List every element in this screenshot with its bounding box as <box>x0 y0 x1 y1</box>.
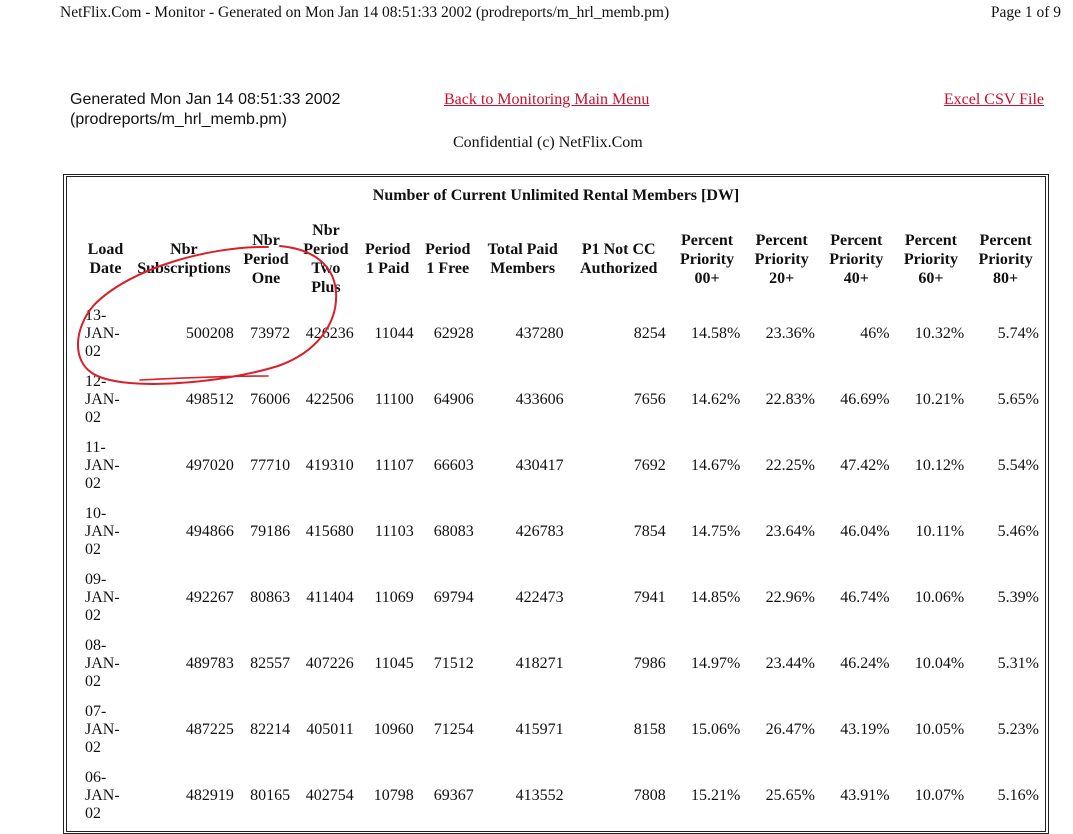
value-cell-pct-priority-80: 5.23% <box>997 721 1039 738</box>
back-to-main-menu-link[interactable]: Back to Monitoring Main Menu <box>444 91 650 108</box>
print-header <box>60 4 1061 26</box>
value-cell-p1-not-cc-authorized: 7656 <box>633 391 666 408</box>
generated-timestamp: Generated Mon Jan 14 08:51:33 2002 <box>70 91 341 108</box>
value-cell-total-paid-members: 426783 <box>515 523 564 540</box>
load-date-cell: 10-JAN-02 <box>85 505 120 558</box>
value-cell-pct-priority-60: 10.07% <box>914 787 965 804</box>
load-date-cell: 11-JAN-02 <box>85 439 120 492</box>
value-cell-pct-priority-20: 26.47% <box>765 721 815 738</box>
value-cell-p1-not-cc-authorized: 7808 <box>633 787 666 804</box>
value-cell-period-1-paid: 11100 <box>374 391 414 408</box>
column-header-nbr-subscriptions: Nbr Subscriptions <box>137 241 231 277</box>
value-cell-nbr-period-two-plus: 422506 <box>305 391 354 408</box>
value-cell-pct-priority-20: 23.36% <box>765 325 815 342</box>
members-table-frame <box>63 174 1049 834</box>
excel-csv-link[interactable]: Excel CSV File <box>943 91 1044 108</box>
value-cell-period-1-paid: 11045 <box>374 655 414 672</box>
value-cell-total-paid-members: 437280 <box>515 325 564 342</box>
value-cell-nbr-subscriptions: 487225 <box>185 721 234 738</box>
column-header-nbr-period-one: Nbr Period One <box>243 231 289 287</box>
load-date-cell: 08-JAN-02 <box>85 637 120 690</box>
table-row <box>81 763 1043 829</box>
table-row <box>81 367 1043 433</box>
value-cell-period-1-paid: 11069 <box>374 589 414 606</box>
value-cell-period-1-free: 64906 <box>433 391 474 408</box>
value-cell-total-paid-members: 413552 <box>515 787 564 804</box>
value-cell-pct-priority-40: 43.91% <box>840 787 890 804</box>
value-cell-pct-priority-00: 14.97% <box>691 655 741 672</box>
table-row <box>81 433 1043 499</box>
value-cell-pct-priority-20: 23.44% <box>765 655 815 672</box>
members-table <box>81 217 1043 829</box>
value-cell-pct-priority-00: 14.85% <box>691 589 741 606</box>
value-cell-nbr-period-two-plus: 419310 <box>305 457 354 474</box>
load-date-cell: 06-JAN-02 <box>85 769 120 822</box>
value-cell-pct-priority-80: 5.54% <box>997 457 1039 474</box>
value-cell-total-paid-members: 415971 <box>515 721 564 738</box>
column-header-load-date: Load Date <box>87 241 124 277</box>
value-cell-pct-priority-20: 22.96% <box>765 589 815 606</box>
value-cell-period-1-free: 69367 <box>433 787 474 804</box>
value-cell-period-1-free: 69794 <box>433 589 474 606</box>
column-header-p1-not-cc-authorized: P1 Not CC Authorized <box>580 241 658 277</box>
value-cell-pct-priority-40: 43.19% <box>840 721 890 738</box>
value-cell-total-paid-members: 418271 <box>515 655 564 672</box>
value-cell-pct-priority-80: 5.65% <box>997 391 1039 408</box>
column-header-nbr-period-two-plus: Nbr Period Two Plus <box>303 222 349 296</box>
value-cell-pct-priority-00: 14.67% <box>691 457 741 474</box>
value-cell-period-1-paid: 10960 <box>373 721 414 738</box>
column-header-period-1-paid: Period 1 Paid <box>365 241 411 277</box>
value-cell-pct-priority-40: 46% <box>860 325 890 342</box>
value-cell-p1-not-cc-authorized: 7941 <box>633 589 666 606</box>
value-cell-total-paid-members: 422473 <box>515 589 564 606</box>
value-cell-period-1-paid: 11103 <box>374 523 414 540</box>
value-cell-nbr-subscriptions: 492267 <box>185 589 234 606</box>
value-cell-nbr-period-one: 82214 <box>250 721 291 738</box>
load-date-cell: 13-JAN-02 <box>85 307 120 360</box>
value-cell-pct-priority-20: 23.64% <box>765 523 815 540</box>
value-cell-nbr-subscriptions: 497020 <box>185 457 234 474</box>
value-cell-p1-not-cc-authorized: 8254 <box>633 325 666 342</box>
value-cell-p1-not-cc-authorized: 7692 <box>633 457 666 474</box>
value-cell-pct-priority-60: 10.11% <box>915 523 965 540</box>
value-cell-nbr-period-two-plus: 415680 <box>305 523 354 540</box>
value-cell-nbr-period-two-plus: 411404 <box>306 589 354 606</box>
value-cell-pct-priority-00: 14.62% <box>691 391 741 408</box>
value-cell-pct-priority-40: 46.24% <box>840 655 890 672</box>
value-cell-period-1-free: 71254 <box>433 721 474 738</box>
value-cell-pct-priority-40: 46.69% <box>840 391 890 408</box>
column-header-pct-priority-40: Percent Priority 40+ <box>829 231 884 287</box>
header-row <box>81 217 1043 301</box>
confidential-notice: Confidential (c) NetFlix.Com <box>453 134 643 151</box>
generated-script-path: (prodreports/m_hrl_memb.pm) <box>70 111 287 128</box>
column-header-pct-priority-60: Percent Priority 60+ <box>903 231 959 287</box>
value-cell-nbr-period-one: 82557 <box>250 655 291 672</box>
load-date-cell: 07-JAN-02 <box>85 703 120 756</box>
column-header-period-1-free: Period 1 Free <box>425 241 471 277</box>
value-cell-pct-priority-80: 5.74% <box>997 325 1039 342</box>
value-cell-p1-not-cc-authorized: 7986 <box>633 655 666 672</box>
value-cell-pct-priority-80: 5.31% <box>997 655 1039 672</box>
value-cell-pct-priority-00: 14.58% <box>691 325 741 342</box>
value-cell-pct-priority-80: 5.46% <box>997 523 1039 540</box>
value-cell-pct-priority-20: 22.25% <box>765 457 815 474</box>
page-number: Page 1 of 9 <box>990 4 1061 21</box>
value-cell-period-1-free: 68083 <box>433 523 474 540</box>
value-cell-period-1-paid: 10798 <box>373 787 414 804</box>
table-row <box>81 631 1043 697</box>
value-cell-pct-priority-00: 14.75% <box>691 523 741 540</box>
column-header-total-paid-members: Total Paid Members <box>487 241 558 277</box>
print-header-title: NetFlix.Com - Monitor - Generated on Mon Jan 14 08:51:33 2002 (prodreports/m_hrl_memb.pm) <box>60 4 670 21</box>
load-date-cell: 09-JAN-02 <box>85 571 120 624</box>
value-cell-nbr-period-one: 79186 <box>250 523 291 540</box>
value-cell-pct-priority-40: 46.04% <box>840 523 890 540</box>
value-cell-nbr-period-two-plus: 407226 <box>305 655 354 672</box>
value-cell-nbr-period-two-plus: 402754 <box>305 787 354 804</box>
value-cell-nbr-period-one: 76006 <box>250 391 291 408</box>
value-cell-nbr-subscriptions: 494866 <box>185 523 234 540</box>
value-cell-period-1-paid: 11107 <box>374 457 414 474</box>
value-cell-nbr-period-two-plus: 426236 <box>305 325 354 342</box>
value-cell-pct-priority-80: 5.16% <box>997 787 1039 804</box>
column-header-pct-priority-80: Percent Priority 80+ <box>978 231 1033 287</box>
value-cell-pct-priority-60: 10.12% <box>914 457 965 474</box>
value-cell-nbr-subscriptions: 489783 <box>185 655 234 672</box>
load-date-cell: 12-JAN-02 <box>85 373 120 426</box>
generated-info <box>70 90 340 130</box>
value-cell-nbr-period-one: 80863 <box>250 589 291 606</box>
value-cell-period-1-free: 66603 <box>433 457 474 474</box>
value-cell-pct-priority-60: 10.06% <box>914 589 965 606</box>
value-cell-p1-not-cc-authorized: 7854 <box>633 523 666 540</box>
value-cell-total-paid-members: 433606 <box>515 391 564 408</box>
value-cell-total-paid-members: 430417 <box>515 457 564 474</box>
value-cell-nbr-subscriptions: 500208 <box>185 325 234 342</box>
value-cell-pct-priority-60: 10.32% <box>914 325 965 342</box>
value-cell-nbr-period-two-plus: 405011 <box>306 721 354 738</box>
value-cell-pct-priority-40: 47.42% <box>840 457 890 474</box>
table-body <box>81 301 1043 829</box>
value-cell-pct-priority-40: 46.74% <box>840 589 890 606</box>
value-cell-pct-priority-60: 10.05% <box>914 721 965 738</box>
column-header-pct-priority-00: Percent Priority 00+ <box>679 231 735 287</box>
table-title: Number of Current Unlimited Rental Members [DW] <box>372 187 740 204</box>
value-cell-nbr-subscriptions: 498512 <box>185 391 234 408</box>
value-cell-period-1-free: 71512 <box>433 655 474 672</box>
value-cell-pct-priority-20: 22.83% <box>765 391 815 408</box>
value-cell-nbr-period-one: 73972 <box>250 325 291 342</box>
value-cell-pct-priority-60: 10.04% <box>914 655 965 672</box>
value-cell-pct-priority-80: 5.39% <box>997 589 1039 606</box>
value-cell-pct-priority-00: 15.21% <box>691 787 741 804</box>
table-row <box>81 565 1043 631</box>
value-cell-nbr-period-one: 77710 <box>250 457 291 474</box>
value-cell-p1-not-cc-authorized: 8158 <box>633 721 666 738</box>
value-cell-nbr-period-one: 80165 <box>250 787 291 804</box>
value-cell-period-1-paid: 11044 <box>374 325 414 342</box>
value-cell-period-1-free: 62928 <box>433 325 474 342</box>
table-row <box>81 301 1043 367</box>
table-row <box>81 499 1043 565</box>
column-header-pct-priority-20: Percent Priority 20+ <box>754 231 809 287</box>
value-cell-pct-priority-60: 10.21% <box>914 391 965 408</box>
value-cell-pct-priority-20: 25.65% <box>765 787 815 804</box>
value-cell-nbr-subscriptions: 482919 <box>185 787 234 804</box>
table-row <box>81 697 1043 763</box>
value-cell-pct-priority-00: 15.06% <box>691 721 741 738</box>
